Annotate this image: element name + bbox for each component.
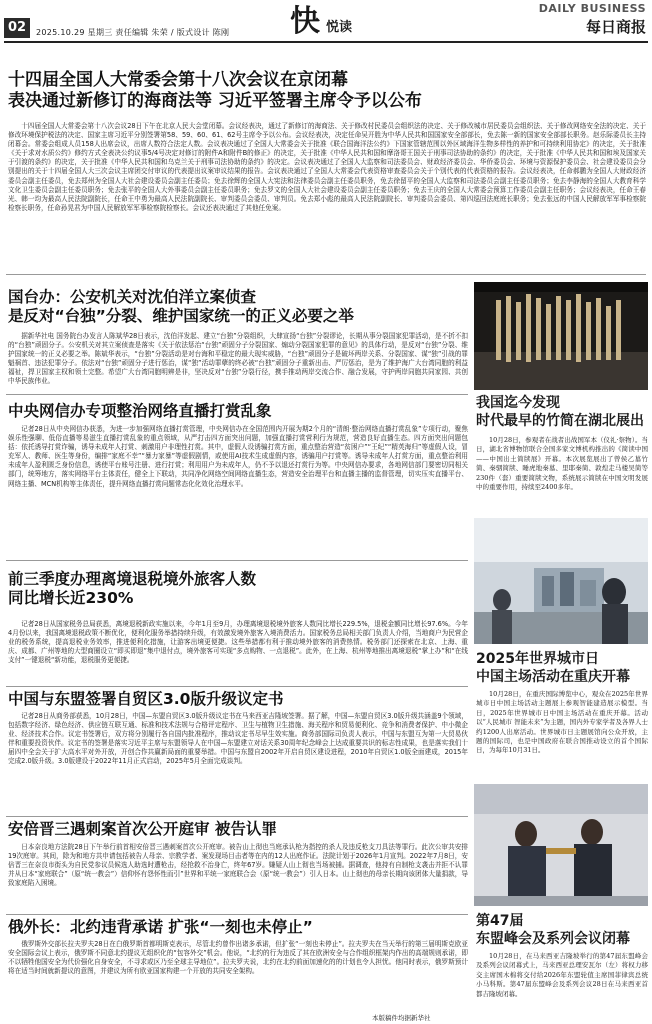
article-4-headline — [8, 570, 468, 608]
article-3-body: 记者28日从中央网信办获悉，为进一步加强网络直播打赏管理，中央网信办在全国范围内开展为期2个月的“清朗·整治网络直播打赏乱象”专项行动，聚焦娱乐性强聊、低俗直播等易滋生直播打赏乱象的重点领域，从严打击四方面突出问题，加强直播打赏营利行为规范，营造良好直播生态。四方面突出问题包括：依托诱导打赏诈骗，诱导未成年人打赏、刺激用户非理性打赏。其中，虚假人设诱骗打赏方面，重点整治营造“贫困户”“王纪”“精英海归”等虚假人设，冒充军人、教师、医生等身份，编排“家庭不幸”“暴力家暴”等虚假剧情，或使用AI技术生成虚假内容，诱骗用户打赏等。诱导未成年人打赏方面，重点整治利用未成年人盈利匮乏身份信息，诱使平台账号注册、进行打赏；利用用户为未成年人，仍不予以退还打赏行为等。中央网信办要求，各地网信部门要密切同相关部门，统筹地方，落实网络平台主体责任，健全上下联动，共同净化网络空间网络直播生态，营造安全治理平台和直播主播的监督管理，切实压实直播平台、网络主播、MCN机构等主体责任，提升网络直播打赏问题常态化化效化治理水平。 — [8, 425, 468, 488]
article-2-divider — [6, 394, 468, 395]
caption-2-title-line1: 2025年世界城市日 — [476, 651, 599, 667]
article-6-divider — [6, 914, 468, 915]
article-7-source: 本版稿件均据新华社 — [372, 1014, 431, 1022]
article-7-headline — [8, 918, 468, 937]
photo-world-cities-day — [474, 518, 648, 644]
page-number: 02 — [4, 18, 30, 38]
photo-bamboo-slips — [474, 282, 648, 390]
article-4-divider — [6, 686, 468, 687]
article-4-title-line1: 前三季度办理离境退税境外旅客人数 — [8, 570, 257, 588]
caption-3-title — [476, 912, 648, 948]
article-1-title-line2: 表决通过新修订的海商法等 习近平签署主席令予以公布 — [8, 90, 422, 111]
article-5-headline — [8, 690, 468, 709]
caption-1-title — [476, 394, 648, 430]
caption-2-title-line2: 中国主场活动在重庆开幕 — [476, 669, 630, 685]
section-big-char: 快 — [290, 4, 320, 39]
article-4-title-line2: 同比增长近230% — [8, 588, 134, 607]
caption-3-title-line1: 第47届 — [476, 913, 524, 929]
masthead — [0, 0, 652, 42]
caption-3-body: 10月28日，在马来西亚吉隆坡举行的第47届东盟峰会及系列会议闭幕式上，马来西亚总理安瓦尔（左）将权力移交主席国木棉将交付给2026年东盟轮值主席国菲律宾总统小马科斯。第47届东盟峰会及系列会议28日在马来西亚首都吉隆坡闭幕。 — [476, 952, 648, 998]
article-1-divider — [6, 274, 646, 275]
article-2-title-line1: 国台办：公安机关对沈伯洋立案侦查 — [8, 288, 257, 306]
article-6-headline — [8, 820, 468, 839]
brand-chinese: 每日商报 — [585, 18, 646, 36]
article-3-divider — [6, 560, 468, 561]
issue-meta: 2025.10.29 星期三 责任编辑 朱荣 / 版式设计 陈刚 — [36, 28, 230, 37]
article-6-title-line1: 安倍晋三遇刺案首次公开庭审 被告认罪 — [8, 820, 277, 838]
article-3-headline — [8, 402, 468, 421]
brand-english: DAILY BUSINESS — [538, 2, 646, 15]
article-4-body: 记者28日从国家税务总局获悉，离境退税新政实施以来，今年1月至9月，办理离境退税境外旅客人数同比增长229.5%，退税金额同比增长97.6%。今年4月份以来，我国离境退税政策不断优化，便利化服务举措持续升级，有效激发境外旅客入境消费活力。国家税务总局相关部门负责人介绍，当地商户为民营企业的税务系统，提高退税业务效率，推进便利化措施，让游客出境更便捷。这些举措都有利于推动境外旅客的消费热情。税务部门还探索在北京、上海、重庆、成都、广州等地的大型商圈设立“即买即退”集中退付点，境外旅客可实现“多点购物、一点退税”。此外，在上海、杭州等地推出离境退税“掌上办”和“在线支付”一键退税“新功能，退税服务更便捷。 — [8, 620, 468, 665]
article-7-body: 俄罗斯外交部长拉夫罗夫28日在白俄罗斯首都明斯克表示，尽管北约曾作出诸多承诺，但扩张“一刻也未停止”。拉夫罗夫在当天举行的第三届明斯克欧亚安全国际会议上表示，俄罗斯不同意北约提议无组织化的“包容外交”机会。他说，“北约的行为违反了其在欧洲安全与合作组织框架内作出的高端规则承诺，即不以牺牲他国安全为代价强化自身安全，不寻求或区乃至全球主导地位”。拉夫罗夫说，北约在北约前面加速化的的计划也令人担忧。他同时表示，俄罗斯预计将在适当时间就新提议的意图，并建议为所有欧亚国家构建一个开放的共同安全架构。 — [8, 940, 468, 976]
article-2-body: 据新华社电 国务院台办发言人陈斌华28日表示，沈伯洋发起、建立“台独”分裂组织，大肆宣扬“台独”分裂谬论，长期从事分裂国家犯罪活动，是不折不扣的“台独”顽固分子。公安机关对其立案侦查是落实《关于依法惩治“台独”顽固分子分裂国家、煽动分裂国家犯罪的意见》的具体行动，是反对“台独”分裂、维护国家统一的正义必要之举。陈斌华表示，“台独”分裂活动是对台海和平稳定的最大现实威胁，“台独”顽固分子是破坏两岸关系、分裂国家、谋“独”引战的罪魁祸首、违法犯罪分子。依法对“台独”顽固分子进行惩治，谋“独”活动罪孽的终必被“台独”顽固分子重新出击、严厉惩治，是为了维护海广大台湾同胞的利益福祉，捍卫国家主权和领土完整。希望广大台湾同胞明辨是非，坚决反对“台独”分裂行径，携手推动两岸交流合作、融合发展，守护两岸同胞共同家园、共创中华民族伟业。 — [8, 332, 468, 386]
section-label — [290, 4, 353, 40]
caption-2-title — [476, 650, 648, 686]
article-5-body: 记者28日从商务部获悉，10月28日，中国—东盟自贸区3.0版升级议定书在马来西亚吉隆坡签署。据了解，中国—东盟自贸区3.0版升级共涵盖9个领域，包括数字经济、绿色经济、供应链互联互通、标准和技术法规与合格评定程序、卫生与植物卫生措施、海关程序和贸易便利化、竞争和消费者保护、中小微企业、经济技术合作。议定书签署后，双方将分别履行各自国内批准程序，推动议定书尽早生效实施。商务部国际司负责人表示，中国与东盟互为第一大贸易伙伴和重要投资伙伴。议定书的签署是落实习近平主席与东盟领导人在中国—东盟建立对话关系30周年纪念峰会上达成重要共识的标志性成果，也是落实我们十届四中全会关于扩大高水平对外开放，开创合作共赢新局面的重要举措。中国与东盟自2002年开启自贸区建设进程，2010年自贸区1.0版全面建成，2015年完成2.0版升级。3.0版建设于2022年11月正式启动，2025年5月全面完成谈判。 — [8, 712, 468, 766]
caption-1-body: 10月28日，参观者在战者出战国军本（仪礼·祭物）。当日，湖北省博物馆联合全国多家文博机构推出的《简读中国——中国出土简牍展》开幕。本次展览展出了曾侯乙墓竹简、秦骃简牍、睡虎地秦墓、里耶秦简、敦煌走马楼吴简等230件（套）重要简牍文物，系统展示简牍在中国文明发展中的重要作用，持续至2400多年。 — [476, 436, 648, 492]
article-1-body: 十四届全国人大常委会第十八次会议28日下午在北京人民大会堂闭幕。会议经表决，通过了新修订的海商法、关于修改村民委员会组织法的决定、关于修改城市居民委员会组织法、关于修改网络安全法的决定、关于修改环境保护税法的决定、国家主席习近平分别签署第58、59、60、61、62号主席令予以公布。会议经表决，决定任命吴开胜为中华人民共和国国家安全部部长，免去陈一新的国家安全部部长职务。赵乐际委员长主持闭幕会。常委会组成人员158人出席会议，出席人数符合法定人数。会议表决通过了全国人大常委会关于批准《联合国海洋法公约》下国家管辖范围以外区域海洋生物多样性的养护和可持续利用协定》的决定，关于批准《关于求对水质公约》修约方式全表决公约议事5/4号决定对修订的附件A和附件B的修正》的决定，关于批准《中华人民共和国和摩洛哥王国关于刑事司法协助的条约》的决定，关于批准《中华人民共和国和埃及国家关于引渡的条约》的决定，关于批准《中华人民共和国和乌克兰关于刑事司法协助的条约》的决定。会议表决通过了全国人大监察和司法委员会、财政经济委员会、华侨委员会、环境与资源保护委员会、社会建设委员会分别提出的关于十四届全国人大三次会议主席团交付审议的代表提出议案审议结果的报告。会议表决通过了全国人大常委会代表资格审查委员会关于个别代表的代表资格的报告。会议经表决，任命郝鹏为全国人大财政经济委员会副主任委员，免去郑州为全国人大社会建设委员会副主任委员；免去徐辉的全国人大宪法和法律委员会副主任委员职务，免去徐留平的全国人大监察和司法委员会副主任委员职务；免去李静海的全国人大教育科学文化卫生委员会副主任委员职务；免去张平的全国人大外事委员会副主任委员职务；免去罗文的全国人大社会建设委员会副主任委员职务；免去王庆的全国人大常委会预算工作委员会副主任职务；会议经表决，任命王春光、韩一均为最高人民法院副院长，任命王中勇为最高人民法院副院长、审判委员会委员、审判员。免去郑小彪的最高人民法院副院长、审判委员会委员、第四巡回法庭庭长职务；免去张远的中国人民解放军军事检察院检察长职务，任命孙晃君为中国人民解放军军事检察院检察长。会议还表决通过了其他任免案。 — [8, 122, 646, 212]
masthead-rule — [4, 41, 648, 43]
section-small-label: 悦读 — [326, 20, 353, 35]
article-3-title-line1: 中央网信办专项整治网络直播打赏乱象 — [8, 402, 272, 420]
article-5-divider — [6, 816, 468, 817]
article-1-headline — [8, 70, 644, 111]
photo-asean-summit — [474, 784, 648, 906]
article-7-title-line1: 俄外长：北约违背承诺 扩张“一刻也未停止” — [8, 918, 313, 936]
article-5-title-line1: 中国与东盟签署自贸区3.0版升级议定书 — [8, 690, 284, 708]
caption-1-title-line1: 我国迄今发现 — [476, 395, 560, 411]
article-6-body: 日本奈良地方法院28日下午举行前首相安倍晋三遇刺案首次公开庭审。被告山上彻也当庭承认枪为指控的杀人及违反枪支刀具法等罪行。此次公审共安排19次庭审。其间，除为和地方共申请包括被告人母亲、宗教学者、案发现场目击者等在内的12人出庭作证。法院计划于2026年1月宣判。2022年7月8日，安倍晋三在奈良市街头为自民党参议员候选人助选时遭枪击，经抢救不治身亡，终年67岁。嫌疑人山上彻也当场被捕。据调查，他持有自制枪支袭击并拒不认罪并从日本“家庭联合”（原“统一教会”）信仰怀有怨怀性而引”世界和平统一家庭联合会（原“统一教会”）引人日本。山上彻也的母亲长期向该团体大量捐款，导致家庭陷入困境。 — [8, 843, 468, 888]
article-2-title-line2: 是反对“台独”分裂、维护国家统一的正义必要之举 — [8, 306, 354, 325]
article-1-title-line1: 十四届全国人大常委会第十八次会议在京闭幕 — [8, 70, 348, 90]
caption-3-title-line2: 东盟峰会及系列会议闭幕 — [476, 931, 630, 947]
caption-2-body: 10月28日，在重庆国际博览中心，观众在2025年世界城市日中国主场活动主题展上参观智能建造展示模型。当日，2025年世界城市日中国主场活动在重庆开幕。活动以“人民城市 智能未来”为主题，国内外专家学者及各界人士约1200人出席活动。世界城市日主题展馆向公众开放，主题的国际司，也是中国政府在联合国推动设立的首个国际日，为每年10月31日。 — [476, 690, 648, 755]
caption-1-title-line2: 时代最早的竹简在湖北展出 — [476, 413, 644, 429]
article-2-headline — [8, 288, 468, 326]
